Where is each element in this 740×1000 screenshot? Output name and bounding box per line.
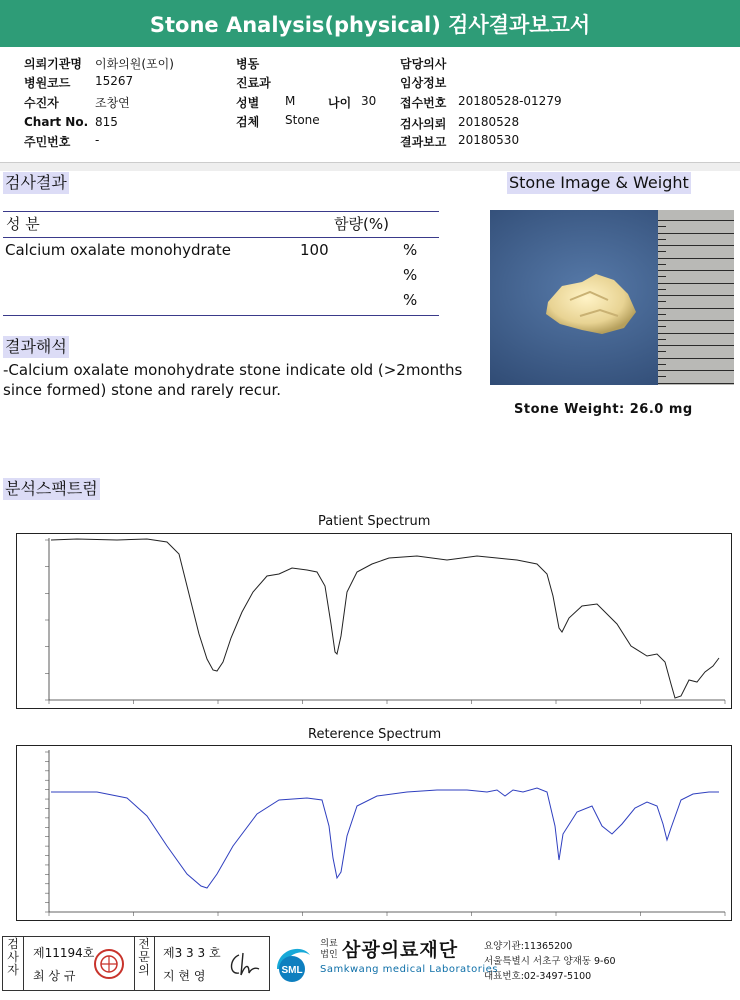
info-label: 담당의사 — [400, 57, 447, 71]
ruler-minor-tick — [658, 301, 666, 302]
amount-unit: % — [403, 266, 418, 284]
ruler-minor-tick — [658, 326, 666, 327]
info-label: 병원코드 — [24, 76, 71, 90]
svg-text:SML: SML — [281, 965, 303, 976]
reference-spectrum-title: Reterence Spectrum — [308, 727, 442, 742]
stone-weight: Stone Weight: 26.0 mg — [514, 402, 693, 417]
organization-name: 삼광의료재단 — [342, 939, 459, 961]
inspector-name: 최 상 규 — [33, 969, 76, 983]
ruler-tick — [658, 345, 734, 346]
ruler-tick — [658, 333, 734, 334]
table-top-rule — [3, 211, 439, 212]
ruler-minor-tick — [658, 264, 666, 265]
info-value: 20180530 — [458, 133, 520, 147]
stone-photo — [490, 210, 734, 385]
info-label: 결과보고 — [400, 135, 447, 149]
ruler-minor-tick — [658, 226, 666, 227]
ruler-tick — [658, 283, 734, 284]
report-footer — [0, 933, 740, 1000]
results-title: 검사결과 — [5, 173, 67, 192]
info-value: - — [95, 133, 100, 147]
stone-image-title: Stone Image & Weight — [509, 173, 689, 192]
spectrum-curve — [51, 539, 719, 698]
patient-info-panel — [0, 47, 740, 163]
ruler-tick — [658, 320, 734, 321]
ruler-tick — [658, 245, 734, 246]
patient-spectrum-chart — [16, 533, 732, 709]
corp-type: 의료법인 — [320, 939, 338, 960]
patient-spectrum-title: Patient Spectrum — [318, 514, 431, 529]
report-title: Stone Analysis(physical) 검사결과보고서 — [0, 0, 740, 47]
phone-number: 대표번호:02-3497-5100 — [484, 971, 592, 982]
seal-stamp-icon — [93, 948, 125, 980]
ruler-tick — [658, 233, 734, 234]
column-component: 성 분 — [6, 215, 40, 233]
spectrum-curve — [51, 788, 719, 888]
info-value: 조창연 — [95, 96, 130, 110]
section-divider — [0, 163, 740, 171]
signature-box — [2, 936, 270, 991]
info-value: 20180528 — [458, 115, 520, 129]
ruler-minor-tick — [658, 314, 666, 315]
ruler-tick — [658, 383, 734, 384]
inspector-caption: 검사자 — [7, 937, 19, 977]
info-label: 병동 — [236, 57, 260, 71]
info-value: 이화의원(포이) — [95, 57, 174, 71]
info-value: M — [285, 94, 296, 108]
component-amount: 100 — [300, 241, 329, 259]
patient-spectrum-plot — [17, 534, 731, 708]
ruler-minor-tick — [658, 376, 666, 377]
ruler-minor-tick — [658, 351, 666, 352]
amount-unit: % — [403, 241, 418, 259]
interpretation-line-2: since formed) stone and rarely recur. — [3, 381, 282, 399]
sml-logo-icon — [272, 939, 314, 983]
spectrum-title: 분석스팩트럼 — [5, 479, 98, 498]
ruler-tick — [658, 358, 734, 359]
info-label: 검체 — [236, 115, 260, 129]
info-label: Chart No. — [24, 115, 89, 129]
component-name: Calcium oxalate monohydrate — [5, 241, 232, 259]
info-value: 30 — [361, 94, 377, 108]
ruler-tick — [658, 370, 734, 371]
info-label: 주민번호 — [24, 135, 71, 149]
info-label: 검사의뢰 — [400, 117, 447, 131]
measurement-ruler — [658, 210, 734, 385]
ruler-minor-tick — [658, 364, 666, 365]
ruler-tick — [658, 258, 734, 259]
ruler-minor-tick — [658, 276, 666, 277]
info-label: 접수번호 — [400, 96, 447, 110]
inspector-license: 제11194호 — [33, 946, 95, 960]
info-label: 의뢰기관명 — [24, 57, 82, 71]
column-amount: 함량(%) — [334, 215, 389, 233]
specialist-caption: 전문의 — [138, 937, 150, 977]
info-label: 진료과 — [236, 76, 271, 90]
info-label: 성별 — [236, 96, 260, 110]
info-value: 815 — [95, 115, 118, 129]
ruler-minor-tick — [658, 289, 666, 290]
ruler-minor-tick — [658, 239, 666, 240]
spectrum-axes — [49, 538, 725, 700]
info-value: Stone — [285, 113, 320, 127]
organization-english-name: Samkwang medical Laboratories — [320, 964, 498, 975]
specialist-license: 제3 3 3 호 — [163, 946, 221, 960]
table-bottom-rule — [3, 315, 439, 316]
info-label: 수진자 — [24, 96, 59, 110]
address: 서울특별시 서초구 양재동 9-60 — [484, 956, 616, 967]
info-label: 임상정보 — [400, 76, 447, 90]
reference-spectrum-plot — [17, 746, 731, 920]
info-value: 20180528-01279 — [458, 94, 562, 108]
info-label: 나이 — [328, 96, 352, 110]
ruler-minor-tick — [658, 251, 666, 252]
ruler-tick — [658, 270, 734, 271]
interpretation-line-1: -Calcium oxalate monohydrate stone indicate old (>2months — [3, 361, 463, 379]
spectrum-axes — [49, 750, 725, 912]
specialist-name: 지 현 영 — [163, 969, 206, 983]
ruler-minor-tick — [658, 339, 666, 340]
institution-code: 요양기관:11365200 — [484, 941, 573, 952]
reference-spectrum-chart — [16, 745, 732, 921]
table-header-rule — [3, 237, 439, 238]
ruler-tick — [658, 295, 734, 296]
signature-icon — [225, 947, 265, 981]
ruler-tick — [658, 308, 734, 309]
info-value: 15267 — [95, 74, 134, 88]
interpretation-title: 결과해석 — [5, 337, 67, 356]
ruler-tick — [658, 220, 734, 221]
amount-unit: % — [403, 291, 418, 309]
